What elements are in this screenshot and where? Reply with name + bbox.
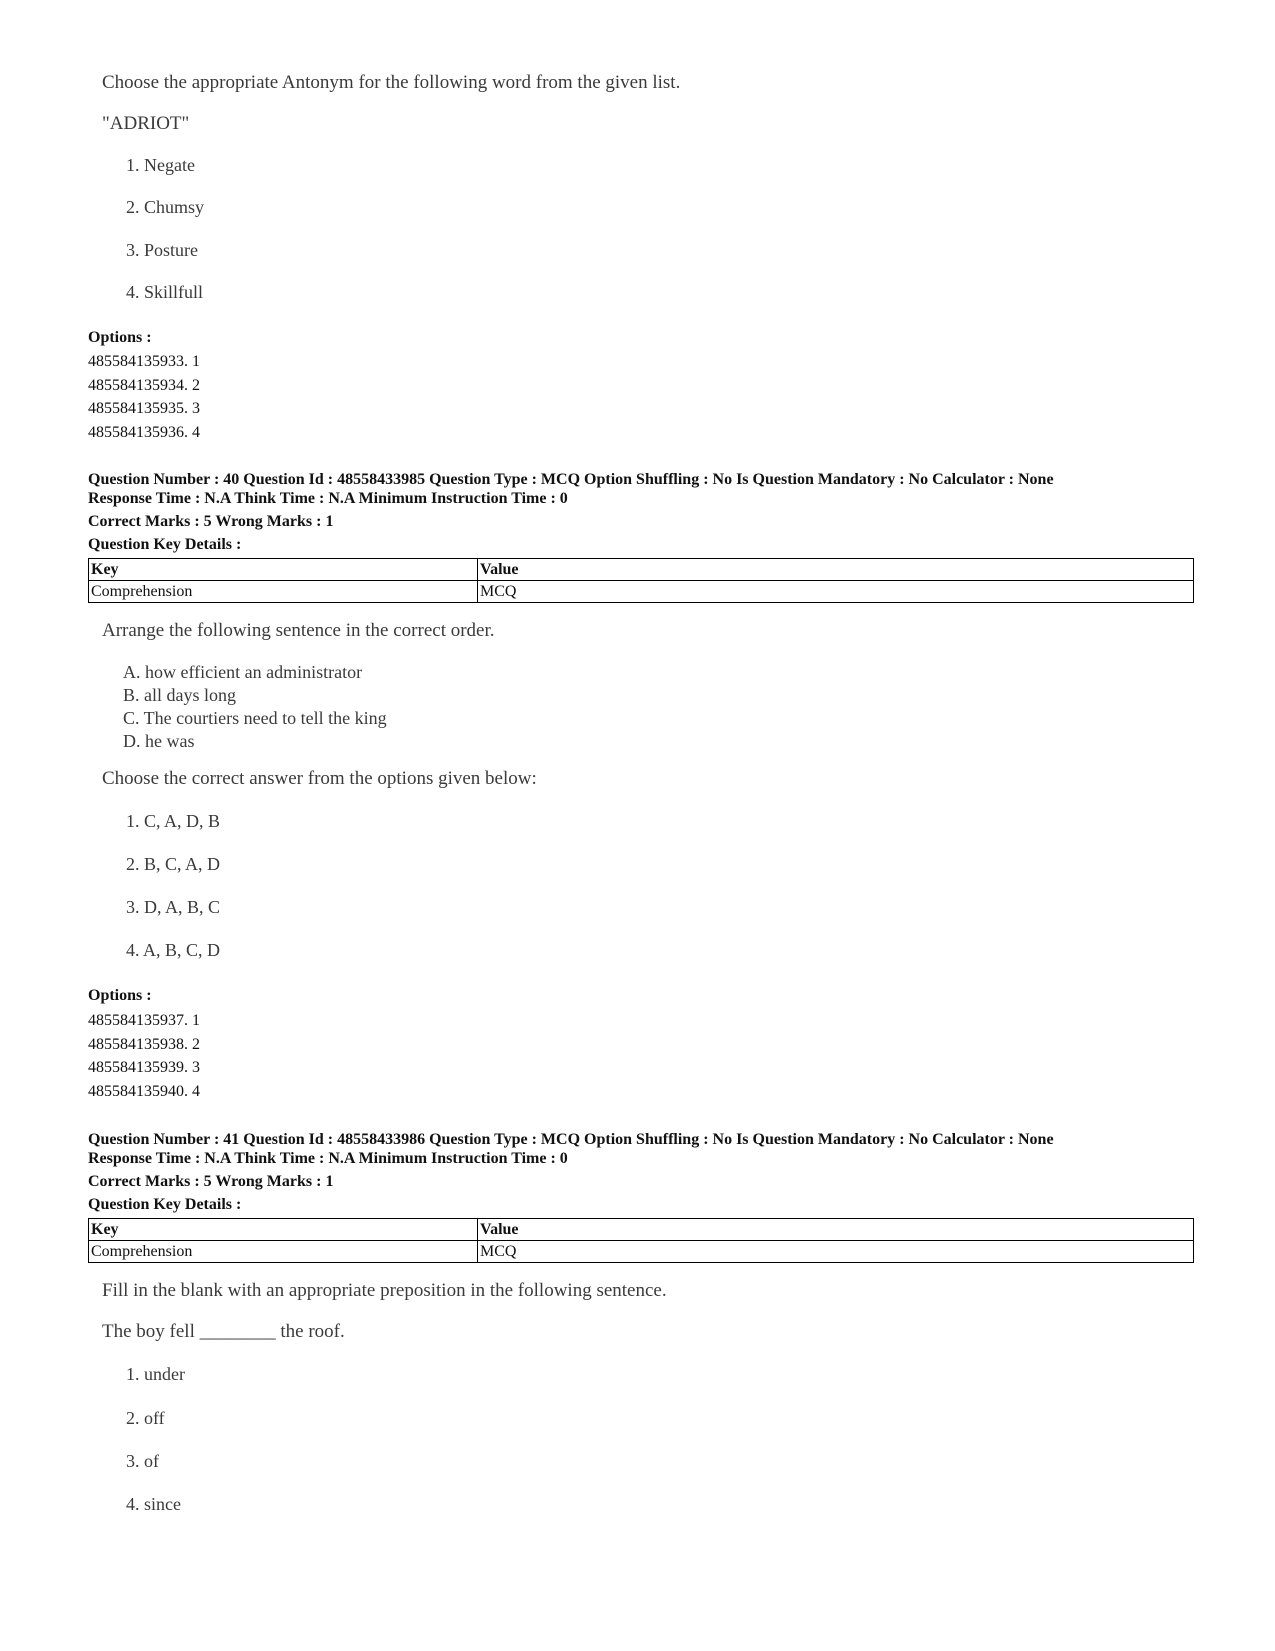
options-list	[88, 350, 200, 444]
choice-4: 4. A, B, C, D	[126, 940, 221, 960]
choice-3: 3. Posture	[126, 240, 198, 260]
question-marks: Correct Marks : 5 Wrong Marks : 1	[88, 1173, 334, 1190]
key-details-table	[88, 1218, 1194, 1263]
table-header-key: Key	[89, 1219, 478, 1241]
table-cell-value: MCQ	[478, 581, 1194, 603]
option-id: 485584135933. 1	[88, 353, 200, 370]
question-text: Arrange the following sentence in the correct order.	[102, 620, 495, 641]
options-label: Options :	[88, 329, 152, 346]
option-id: 485584135940. 4	[88, 1082, 200, 1100]
choice-1: 1. C, A, D, B	[126, 811, 221, 831]
question-marks: Correct Marks : 5 Wrong Marks : 1	[88, 513, 334, 530]
choice-1: 1. Negate	[126, 155, 195, 175]
question-key-details-label: Question Key Details :	[88, 536, 242, 553]
sentence-part: C. The courtiers need to tell the king	[123, 708, 387, 728]
option-id: 485584135934. 2	[88, 376, 200, 394]
question-instruction: Choose the correct answer from the options given below:	[102, 768, 537, 789]
question-meta-times: Response Time : N.A Think Time : N.A Minimum Instruction Time : 0	[88, 1150, 568, 1167]
option-id: 485584135936. 4	[88, 423, 200, 441]
sentence-part: A. how efficient an administrator	[123, 662, 363, 682]
choice-3: 3. of	[126, 1451, 159, 1471]
question-meta: Question Number : 41 Question Id : 48558433986 Question Type : MCQ Option Shuffling : No Is Question Mandatory : No Calculator : None	[88, 1131, 1054, 1148]
question-word: "ADRIOT"	[102, 113, 190, 134]
choice-4: 4. Skillfull	[126, 282, 204, 302]
table-header-value: Value	[478, 559, 1194, 581]
table-cell-key: Comprehension	[89, 1241, 478, 1263]
question-sentence: The boy fell ________ the roof.	[102, 1321, 345, 1342]
choice-3: 3. D, A, B, C	[126, 897, 221, 917]
table-header-key: Key	[89, 559, 478, 581]
option-id: 485584135938. 2	[88, 1035, 200, 1053]
options-label: Options :	[88, 987, 152, 1004]
sentence-part: D. he was	[123, 731, 195, 751]
options-list	[88, 1009, 200, 1103]
choice-2: 2. off	[126, 1408, 165, 1428]
table-cell-key: Comprehension	[89, 581, 478, 603]
choice-1: 1. under	[126, 1364, 185, 1384]
choice-2: 2. B, C, A, D	[126, 854, 221, 874]
sentence-part: B. all days long	[123, 685, 236, 705]
key-details-table	[88, 558, 1194, 603]
question-meta-times: Response Time : N.A Think Time : N.A Minimum Instruction Time : 0	[88, 490, 568, 507]
choice-4: 4. since	[126, 1494, 181, 1514]
sentence-parts	[123, 661, 387, 753]
table-cell-value: MCQ	[478, 1241, 1194, 1263]
table-header-value: Value	[478, 1219, 1194, 1241]
option-id: 485584135935. 3	[88, 400, 200, 417]
option-id: 485584135939. 3	[88, 1059, 200, 1076]
question-meta: Question Number : 40 Question Id : 48558433985 Question Type : MCQ Option Shuffling : No Is Question Mandatory : No Calculator : None	[88, 471, 1054, 488]
choice-2: 2. Chumsy	[126, 197, 205, 217]
question-key-details-label: Question Key Details :	[88, 1196, 242, 1213]
question-text: Choose the appropriate Antonym for the following word from the given list.	[102, 72, 681, 93]
question-text: Fill in the blank with an appropriate preposition in the following sentence.	[102, 1280, 667, 1301]
option-id: 485584135937. 1	[88, 1012, 200, 1029]
